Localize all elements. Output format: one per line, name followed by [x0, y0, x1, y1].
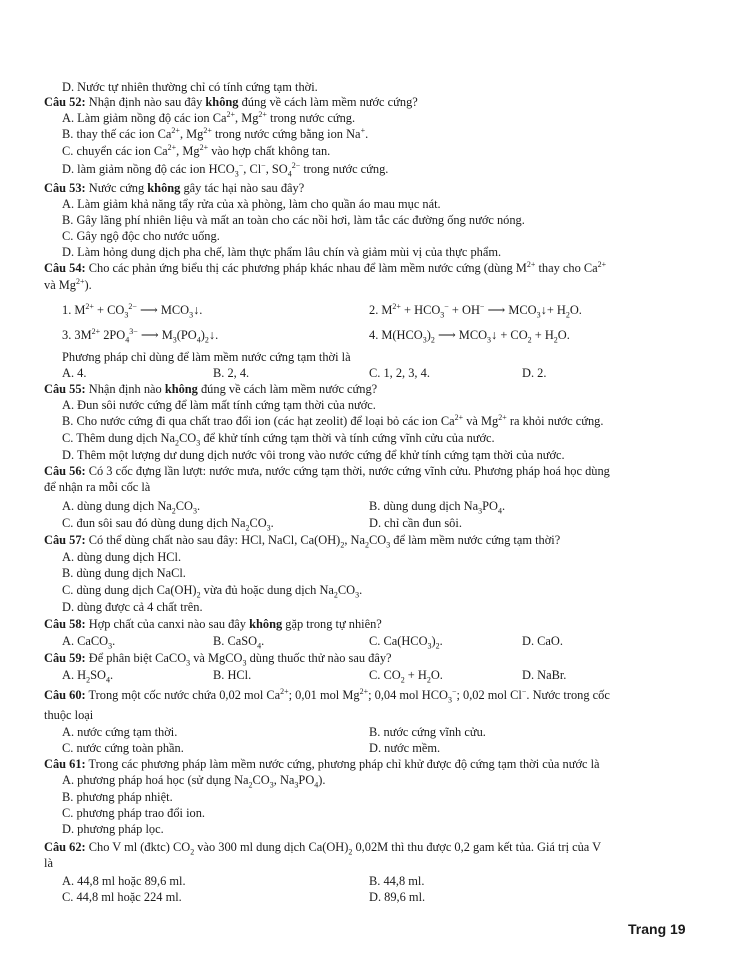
text-line: D. chỉ cần đun sôi.	[369, 516, 462, 530]
text-line: D. làm giảm nồng độ các ion $HCO_3^-$, Cl−, $SO_4^{2-}$ trong nước cứng.	[62, 160, 389, 179]
text-line: Câu 52: Nhận định nào sau đây không đúng về cách làm mềm nước cứng?	[44, 95, 418, 109]
text-line: D. Thêm một lượng dư dung dịch nước vôi trong vào nước cứng để khử tính cứng tạm thời của nước.	[62, 448, 565, 462]
page-number: Trang 19	[628, 921, 686, 937]
text-line: Câu 57: Có thể dùng chất nào sau đây: HCl, NaCl, $Ca(OH)_2$, $Na_2CO_3$ để làm mềm nước cứng tạm thời?	[44, 533, 561, 550]
text-line: Phương pháp chỉ dùng để làm mềm nước cứng tạm thời là	[62, 350, 351, 364]
text-line: Câu 55: Nhận định nào không đúng về cách làm mềm nước cứng?	[44, 382, 378, 396]
text-line: C. Thêm dung dịch $Na_2CO_3$ để khử tính cứng tạm thời và tính cứng vĩnh cửu của nước.	[62, 431, 495, 448]
text-line: Câu 56: Có 3 cốc đựng lần lượt: nước mưa, nước cứng tạm thời, nước cứng vĩnh cửu. Phương pháp hoá học dùng	[44, 464, 610, 478]
text-line: A. nước cứng tạm thời.	[62, 725, 178, 739]
text-line: B. thay thế các ion $Ca^{2+}$, $Mg^{2+}$ trong nước cứng bằng ion Na+.	[62, 125, 369, 141]
text-line: để nhận ra mỗi cốc là	[44, 480, 151, 494]
text-line: 4. $M(HCO_3)_2$ ⟶ $MCO_3↓ + CO_2 + H_2O$.	[369, 328, 570, 345]
text-line: C. 44,8 ml hoặc 224 ml.	[62, 890, 182, 904]
text-line: D. nước mềm.	[369, 741, 441, 755]
text-line: D. Nước tự nhiên thường chỉ có tính cứng tạm thời.	[62, 80, 318, 94]
text-line: Câu 60: Trong một cốc nước chứa 0,02 mol $Ca^{2+}$; 0,01 mol $Mg^{2+}$; 0,04 mol $HCO_3^-$; 0,02 mol Cl−. Nước trong cốc	[44, 686, 610, 705]
text-line: C. 1, 2, 3, 4.	[369, 366, 430, 380]
text-line: C. $Ca(HCO_3)_2$.	[369, 634, 443, 651]
text-line: B. nước cứng vĩnh cửu.	[369, 725, 486, 739]
text-line: 1. $M^{2+} + CO_3^{2-}$ ⟶ $MCO_3↓$.	[62, 301, 203, 320]
text-line: Câu 61: Trong các phương pháp làm mềm nước cứng, phương pháp chỉ khử được độ cứng tạm thời của nước là	[44, 757, 600, 771]
text-line: 3. $3M^{2+}$ $2PO_4^{3-}$ ⟶ $M_3(PO_4)_2↓$.	[62, 326, 219, 345]
text-line: B. Cho nước cứng đi qua chất trao đổi ion (các hạt zeolit) để loại bỏ các ion $Ca^{2+}$ và $Mg^{2+}$ ra khỏi nước cứng.	[62, 412, 604, 428]
text-line: A. $H_2SO_4$.	[62, 668, 114, 685]
text-line: A. dùng dung dịch $Na_2CO_3$.	[62, 499, 201, 516]
text-line: A. dùng dung dịch HCl.	[62, 550, 182, 564]
text-line: Câu 58: Hợp chất của canxi nào sau đây không gặp trong tự nhiên?	[44, 617, 382, 631]
text-line: Câu 54: Cho các phản ứng biểu thị các phương pháp khác nhau để làm mềm nước cứng (dùng $M^{2+}$ thay cho $Ca^{2+}$	[44, 259, 607, 275]
text-line: B. CaSO$_4$.	[213, 634, 265, 651]
text-line: B. Gây lãng phí nhiên liệu và mất an toàn cho các nồi hơi, làm tắc các đường ống nước nóng.	[62, 213, 525, 227]
text-line: D. CaO.	[522, 634, 563, 648]
text-line: C. đun sôi sau đó dùng dung dịch $Na_2CO_3$.	[62, 516, 274, 533]
text-line: và $Mg^{2+}$).	[44, 276, 92, 292]
text-line: C. nước cứng toàn phần.	[62, 741, 184, 755]
text-line: Câu 62: Cho V ml (đktc) $CO_2$ vào 300 ml dung dịch $Ca(OH)_2$ 0,02M thì thu được 0,2 gam kết tủa. Giá trị của V	[44, 840, 602, 857]
text-line: B. HCl.	[213, 668, 252, 682]
text-line: C. Gây ngộ độc cho nước uống.	[62, 229, 220, 243]
text-line: D. NaBr.	[522, 668, 567, 682]
text-line: A. 4.	[62, 366, 87, 380]
text-line: Câu 53: Nước cứng không gây tác hại nào sau đây?	[44, 181, 305, 195]
text-line: B. dùng dung dịch $Na_3PO_4$.	[369, 499, 506, 516]
text-line: A. Làm giảm nồng độ các ion $Ca^{2+}$, $Mg^{2+}$ trong nước cứng.	[62, 109, 356, 125]
text-line: B. 2, 4.	[213, 366, 250, 380]
text-line: thuộc loại	[44, 708, 94, 722]
text-line: D. phương pháp lọc.	[62, 822, 164, 836]
text-line: C. chuyển các ion $Ca^{2+}$, $Mg^{2+}$ vào hợp chất không tan.	[62, 142, 331, 158]
text-line: A. 44,8 ml hoặc 89,6 ml.	[62, 874, 186, 888]
text-line: A. Làm giảm khả năng tẩy rửa của xà phòng, làm cho quần áo mau mục nát.	[62, 197, 441, 211]
text-line: D. 2.	[522, 366, 547, 380]
text-line: D. dùng được cả 4 chất trên.	[62, 600, 203, 614]
text-line: B. dùng dung dịch NaCl.	[62, 566, 186, 580]
text-line: C. dùng dung dịch $Ca(OH)_2$ vừa đủ hoặc dung dịch $Na_2CO_3$.	[62, 583, 363, 600]
text-line: Câu 59: Để phân biệt CaCO$_3$ và MgCO$_3$ dùng thuốc thử nào sau đây?	[44, 651, 392, 668]
text-line: A. Đun sôi nước cứng để làm mất tính cứng tạm thời của nước.	[62, 398, 376, 412]
text-line: B. phương pháp nhiệt.	[62, 790, 173, 804]
text-line: C. $CO_2 + H_2O$.	[369, 668, 443, 685]
text-line: 2. $M^{2+} + HCO_3^- + OH^-$ ⟶ $MCO_3↓+ H_2O$.	[369, 301, 582, 320]
text-line: C. phương pháp trao đổi ion.	[62, 806, 206, 820]
text-line: A. phương pháp hoá học (sử dụng $Na_2CO_3$, $Na_3PO_4$).	[62, 773, 326, 790]
text-line: A. CaCO$_3$.	[62, 634, 116, 651]
text-line: D. Làm hỏng dung dịch pha chế, làm thực phẩm lâu chín và giảm mùi vị của thực phẩm.	[62, 245, 502, 259]
text-line: là	[44, 856, 53, 870]
text-line: D. 89,6 ml.	[369, 890, 426, 904]
text-line: B. 44,8 ml.	[369, 874, 425, 888]
